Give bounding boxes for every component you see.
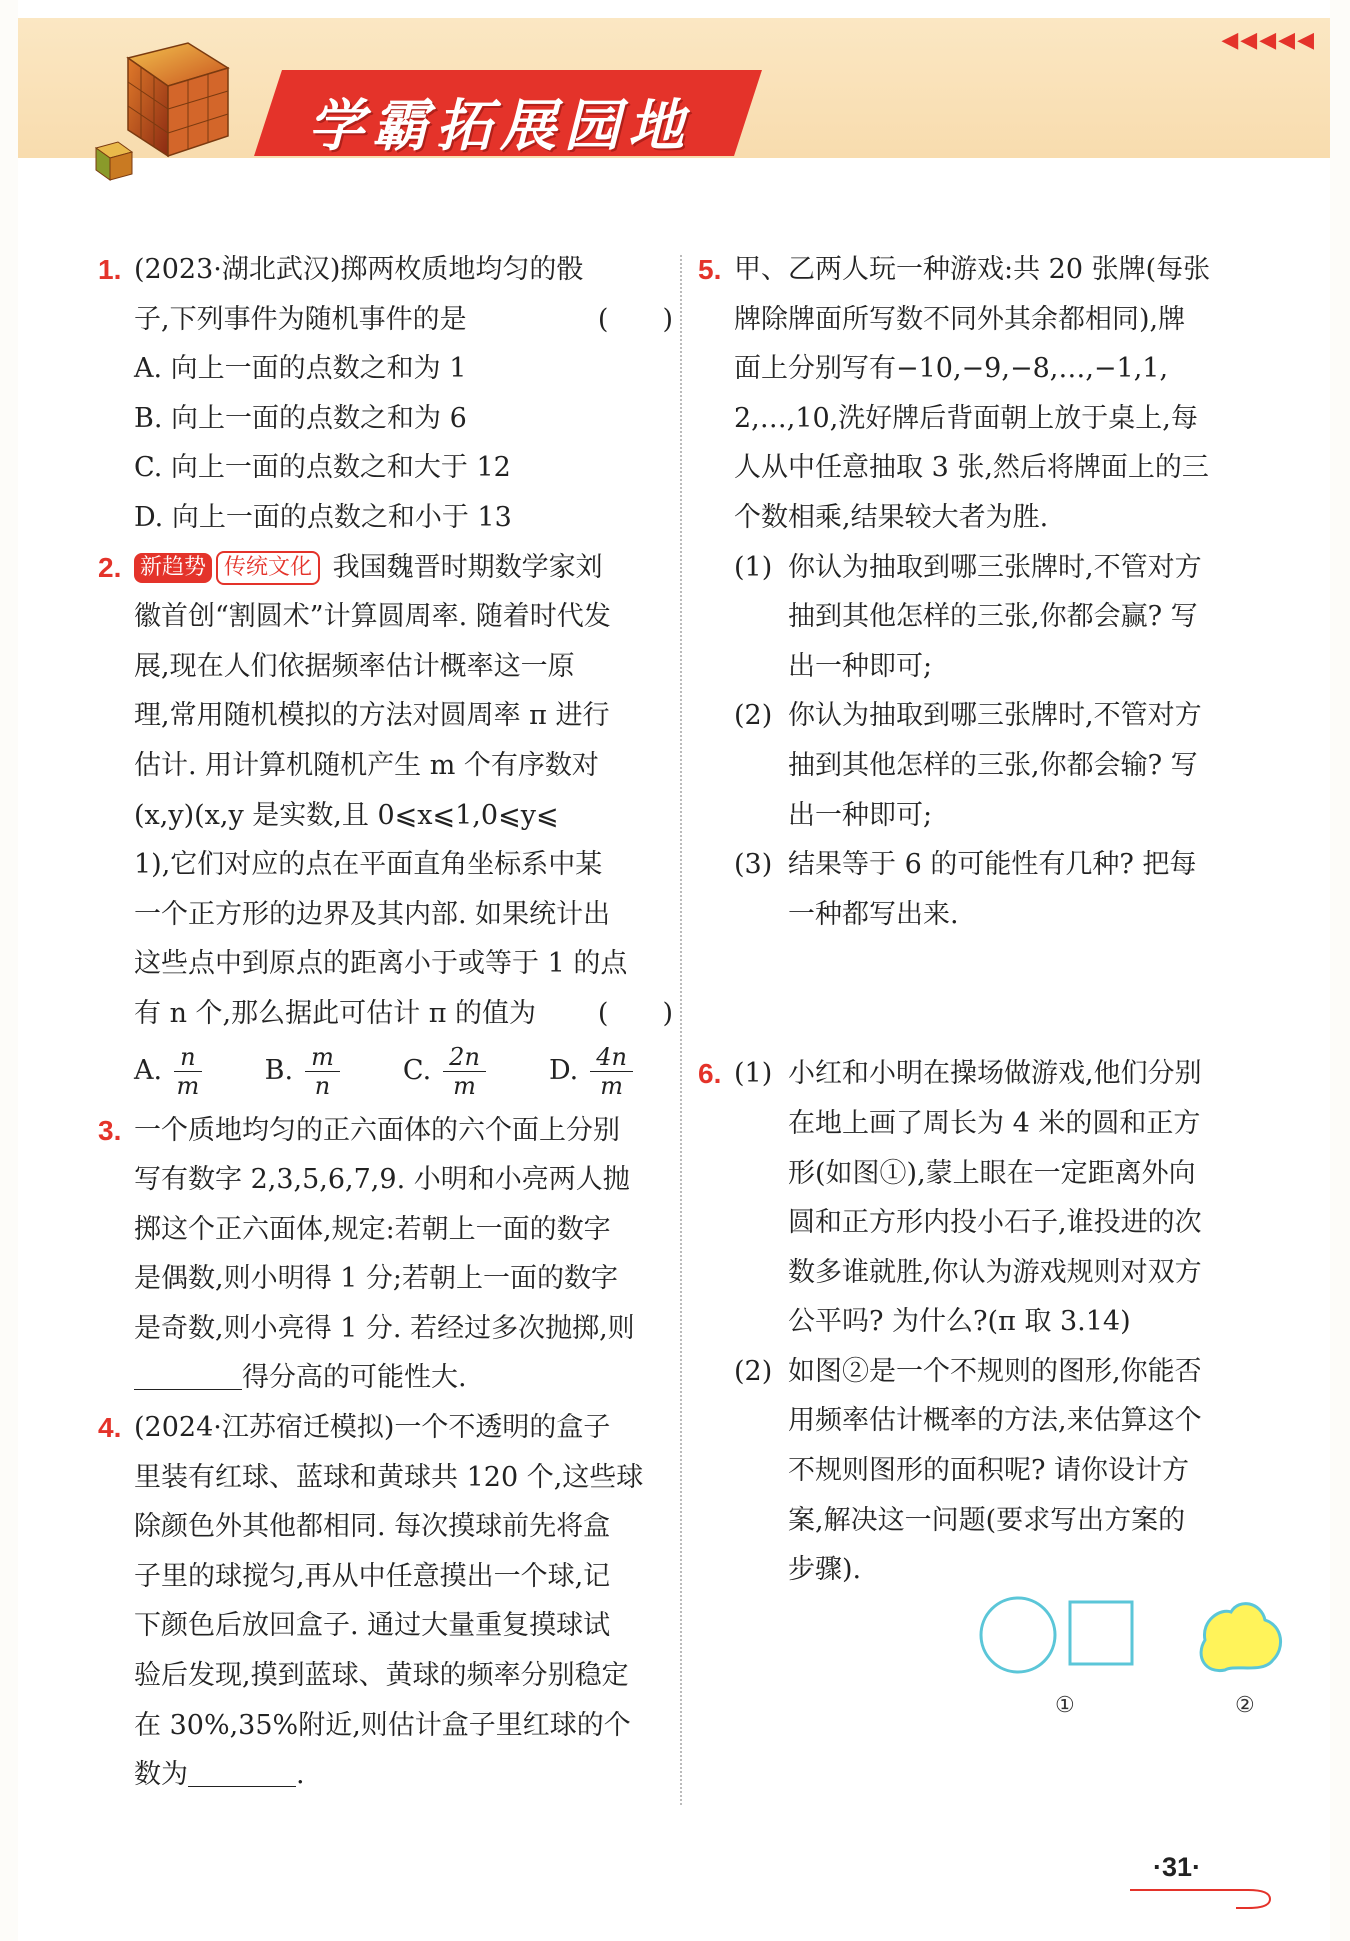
option-b: B. 向上一面的点数之和为 6	[134, 402, 467, 434]
option-d: D. $\frac{4n}{m}$	[549, 1043, 633, 1100]
answer-blank[interactable]	[188, 1760, 296, 1787]
question-text: 验后发现,摸到蓝球、黄球的频率分别稳定	[134, 1660, 629, 1692]
question-text: 有 n 个,那么据此可估计 π 的值为 ( )	[134, 989, 673, 1039]
sub-label: (1)	[734, 1058, 773, 1090]
question-number: 2.	[98, 551, 122, 583]
page-number: ·31·	[1153, 1852, 1202, 1882]
question-text: 子,下列事件为随机事件的是 ( )	[134, 295, 673, 345]
question-text: 理,常用随机模拟的方法对圆周率 π 进行	[134, 700, 610, 732]
figure-shapes	[973, 1590, 1293, 1720]
question-text: 个数相乘,结果较大者为胜.	[734, 501, 1049, 533]
question-text: (x,y)(x,y 是实数,且 0⩽x⩽1,0⩽y⩽	[134, 799, 559, 831]
sub-question-1: (1) 你认为抽取到哪三张牌时,不管对方 抽到其他怎样的三张,你都会赢? 写 出一种即可;	[734, 543, 1288, 692]
question-5	[698, 245, 1288, 939]
square-figure	[1070, 1602, 1132, 1664]
left-column	[98, 245, 673, 1800]
question-text: 一个正方形的边界及其内部. 如果统计出	[134, 898, 611, 930]
arrows-decoration: ◀◀◀◀◀	[1221, 28, 1316, 53]
question-number: 1.	[98, 254, 122, 285]
question-text: 里装有红球、蓝球和黄球共 120 个,这些球	[134, 1461, 644, 1493]
question-number: 3.	[98, 1114, 122, 1146]
answer-blank[interactable]	[134, 1363, 242, 1390]
sub-label: (2)	[734, 1355, 773, 1387]
question-text: 下颜色后放回盒子. 通过大量重复摸球试	[134, 1610, 611, 1642]
question-text: 是偶数,则小明得 1 分;若朝上一面的数字	[134, 1263, 619, 1295]
answer-bracket: ( )	[597, 997, 673, 1029]
section-title: 学霸拓展园地	[308, 94, 692, 159]
question-text: 子里的球搅匀,再从中任意摸出一个球,记	[134, 1560, 611, 1592]
answer-bracket: ( )	[597, 303, 673, 335]
option-d: D. 向上一面的点数之和小于 13	[134, 501, 512, 533]
figure-label-2: ②	[1235, 1693, 1255, 1718]
question-text: 数为 .	[134, 1759, 305, 1791]
option-c: C. 向上一面的点数之和大于 12	[134, 452, 511, 484]
option-a: A. $\frac{n}{m}$	[134, 1043, 202, 1100]
question-1	[98, 245, 673, 543]
question-text: (2024·江苏宿迁模拟)一个不透明的盒子	[134, 1412, 611, 1444]
question-text: (2023·湖北武汉)掷两枚质地均匀的骰	[134, 254, 584, 285]
question-text: 在 30%,35%附近,则估计盒子里红球的个	[134, 1709, 631, 1741]
question-number: 5.	[698, 254, 722, 285]
irregular-figure	[1201, 1604, 1280, 1671]
question-text: 新趋势 传统文化 我国魏晋时期数学家刘	[134, 543, 673, 593]
circle-figure	[981, 1598, 1055, 1672]
question-3	[98, 1106, 673, 1404]
question-text: 估计. 用计算机随机产生 m 个有序数对	[134, 749, 599, 781]
sub-question-2: (2) 你认为抽取到哪三张牌时,不管对方 抽到其他怎样的三张,你都会输? 写 出一种即可;	[734, 691, 1288, 840]
option-a: A. 向上一面的点数之和为 1	[134, 353, 467, 385]
sub-question-3: (3) 结果等于 6 的可能性有几种? 把每 一种都写出来.	[734, 840, 1288, 939]
option-b: B. $\frac{m}{n}$	[265, 1043, 340, 1100]
question-text: 一个质地均匀的正六面体的六个面上分别	[134, 1114, 620, 1146]
question-text: 这些点中到原点的距离小于或等于 1 的点	[134, 948, 628, 980]
question-text: 是奇数,则小亮得 1 分. 若经过多次抛掷,则	[134, 1312, 635, 1344]
rubiks-cube-icon	[88, 38, 238, 188]
option-c: C. $\frac{2n}{m}$	[403, 1043, 486, 1100]
question-text: 除颜色外其他都相同. 每次摸球前先将盒	[134, 1511, 611, 1543]
question-text: 徽首创“割圆术”计算圆周率. 随着时代发	[134, 601, 611, 633]
sub-label: (2)	[734, 700, 773, 732]
question-text: 写有数字 2,3,5,6,7,9. 小明和小亮两人抛	[134, 1164, 630, 1196]
question-text: 2,…,10,洗好牌后背面朝上放于桌上,每	[734, 402, 1198, 434]
question-number: 4.	[98, 1412, 122, 1444]
column-divider	[680, 255, 682, 1805]
question-text: 面上分别写有−10,−9,−8,…,−1,1,	[734, 353, 1169, 385]
answer-space	[698, 939, 1288, 1049]
fraction-options	[134, 1043, 673, 1100]
question-6	[698, 1049, 1288, 1595]
trend-badge: 新趋势	[134, 553, 212, 583]
page-number-underline	[1128, 1884, 1278, 1914]
culture-badge: 传统文化	[216, 551, 320, 585]
question-text: 得分高的可能性大.	[134, 1353, 673, 1403]
question-text: 展,现在人们依据频率估计概率这一原	[134, 650, 575, 682]
right-column	[698, 245, 1288, 1595]
question-text: 掷这个正六面体,规定:若朝上一面的数字	[134, 1213, 611, 1245]
question-text: 牌除牌面所写数不同外其余都相同),牌	[734, 303, 1186, 335]
sub-label: (3)	[734, 849, 773, 881]
sub-label: (1)	[734, 551, 773, 583]
question-text: 人从中任意抽取 3 张,然后将牌面上的三	[734, 452, 1209, 484]
question-text: 甲、乙两人玩一种游戏:共 20 张牌(每张	[734, 254, 1211, 285]
figure-label-1: ①	[1055, 1693, 1075, 1718]
sub-question-2: (2) 如图②是一个不规则的图形,你能否 用频率估计概率的方法,来估算这个 不规则图形的面积呢? 请你设计方 案,解决这一问题(要求写出方案的 步骤).	[698, 1347, 1288, 1595]
question-4	[98, 1403, 673, 1800]
sub-question-1: (1) 小红和小明在操场做游戏,他们分别 在地上画了周长为 4 米的圆和正方 形(如图①),蒙上眼在一定距离外向 圆和正方形内投小石子,谁投进的次 数多谁就胜,你认为游戏规则对双方 公平吗? 为什么?(π 取 3.14)	[698, 1049, 1288, 1347]
question-number: 6.	[698, 1058, 722, 1090]
page	[18, 0, 1330, 1941]
question-text: 1),它们对应的点在平面直角坐标系中某	[134, 849, 603, 881]
question-2	[98, 543, 673, 1100]
